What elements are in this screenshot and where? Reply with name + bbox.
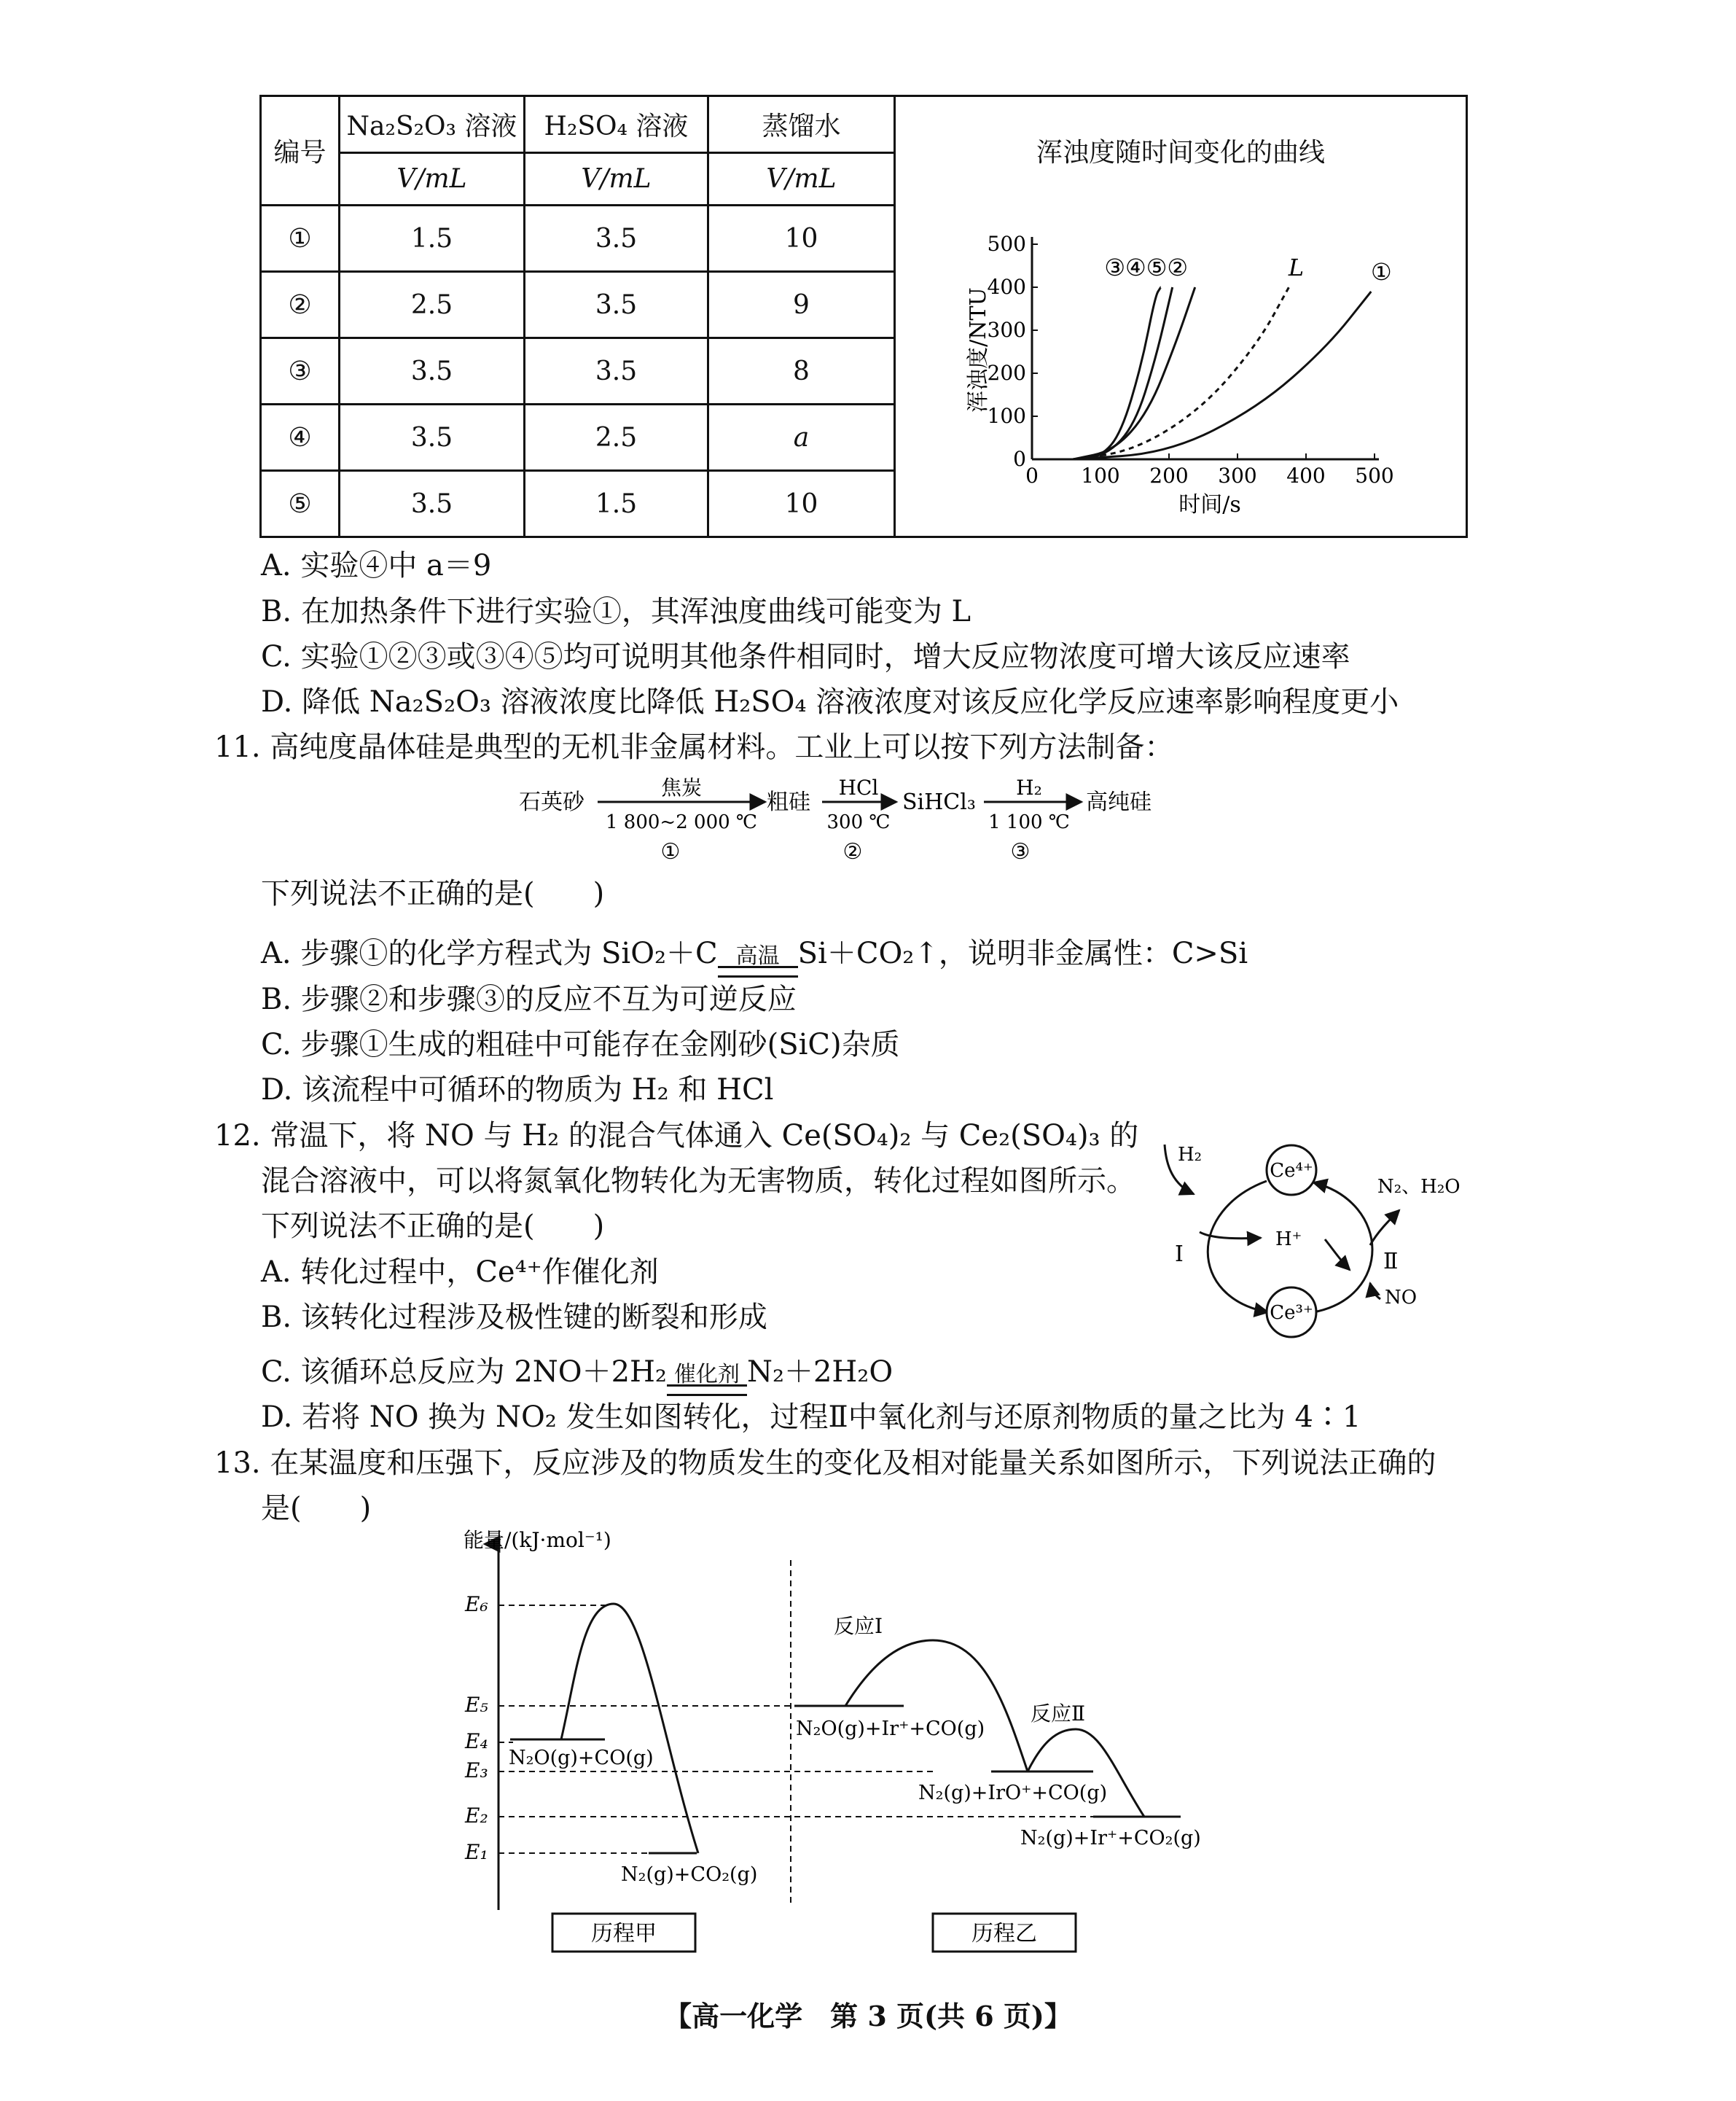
y-tick-label: 300 xyxy=(987,318,1026,342)
y-tick-label: 500 xyxy=(987,232,1026,256)
table-row: ⑤ 3.5 1.5 10 xyxy=(261,471,1467,537)
label-e1: E₁ xyxy=(465,1840,488,1864)
process-2-arc xyxy=(1313,1182,1372,1312)
q12-option-c: C. 该循环总反应为 2NO＋2H₂ 催化剂 N₂＋2H₂O xyxy=(261,1354,893,1396)
q13-stem-2: 是( ) xyxy=(261,1492,372,1525)
process-2-label: Ⅱ xyxy=(1383,1249,1399,1274)
x-tick-label: 200 xyxy=(1149,464,1189,488)
yi-reaction-2-label: 反应Ⅱ xyxy=(1031,1702,1086,1726)
q11-flow xyxy=(510,770,1203,872)
flow-r2-bot: 300 ℃ xyxy=(826,811,891,833)
no-label: NO xyxy=(1385,1287,1418,1309)
products-arrow xyxy=(1370,1210,1399,1245)
series-line-1 xyxy=(1073,287,1172,459)
products-label: N₂、H₂O xyxy=(1377,1176,1461,1198)
energy-axis-label: 能量/(kJ·mol⁻¹) xyxy=(464,1528,611,1552)
q10-option-d: D. 降低 Na₂S₂O₃ 溶液浓度比降低 H₂SO₄ 溶液浓度对该反应化学反应速率影响程度更小 xyxy=(261,685,1399,719)
turbidity-ylabel: 浑浊度/NTU xyxy=(966,287,991,413)
turbidity-series xyxy=(1073,254,1391,459)
x-tick-label: 0 xyxy=(1025,464,1039,488)
page-footer: 【高一化学 第 3 页(共 6 页)】 xyxy=(664,2000,1072,2032)
table-row: ② 2.5 3.5 9 xyxy=(261,272,1467,338)
turbidity-axes xyxy=(988,232,1394,488)
hplus-label: H⁺ xyxy=(1275,1228,1302,1250)
table-row: ④ 3.5 2.5 a xyxy=(261,405,1467,471)
hplus-consume-arrow xyxy=(1325,1239,1350,1270)
series-line-0 xyxy=(1073,287,1160,459)
q11-option-d: D. 该流程中可循环的物质为 H₂ 和 HCl xyxy=(261,1073,774,1107)
unit-1: V/mL xyxy=(340,153,525,206)
series-label-3: L xyxy=(1288,254,1305,281)
y-tick-label: 0 xyxy=(1013,447,1026,471)
label-e3: E₃ xyxy=(465,1758,488,1782)
header-h2so4: H₂SO₄ 溶液 xyxy=(525,96,708,153)
flow-r3-num: ③ xyxy=(1010,839,1031,865)
jia-curve xyxy=(561,1604,698,1853)
x-tick-label: 500 xyxy=(1355,464,1394,488)
flow-sihcl3: SiHCl₃ xyxy=(902,790,976,815)
header-water: 蒸馏水 xyxy=(708,96,895,153)
q11-option-b: B. 步骤②和步骤③的反应不互为可逆反应 xyxy=(261,983,797,1016)
turbidity-xlabel: 时间/s xyxy=(1178,492,1241,518)
x-tick-label: 100 xyxy=(1081,464,1120,488)
process-1-arc xyxy=(1208,1181,1268,1312)
process-1-label: Ⅰ xyxy=(1175,1242,1184,1267)
series-line-2 xyxy=(1073,287,1195,459)
yi-start-label: N₂O(g)+Ir⁺+CO(g) xyxy=(796,1718,985,1740)
jia-reactant-label: N₂O(g)+CO(g) xyxy=(509,1747,654,1769)
h2-label: H₂ xyxy=(1178,1144,1203,1166)
q12-option-a: A. 转化过程中，Ce⁴⁺作催化剂 xyxy=(261,1255,659,1289)
yi-end-label: N₂(g)+Ir⁺+CO₂(g) xyxy=(1020,1827,1201,1849)
condition-high-temp: 高温 xyxy=(718,946,798,978)
flow-r3-bot: 1 100 ℃ xyxy=(988,811,1070,833)
route-yi-label: 历程乙 xyxy=(971,1921,1037,1946)
flow-r3-top: H₂ xyxy=(1016,776,1042,800)
unit-3: V/mL xyxy=(708,153,895,206)
q12-option-b: B. 该转化过程涉及极性键的断裂和形成 xyxy=(261,1301,767,1334)
unit-2: V/mL xyxy=(525,153,708,206)
header-na2s2o3: Na₂S₂O₃ 溶液 xyxy=(340,96,525,153)
turbidity-chart xyxy=(947,211,1428,532)
label-e5: E₅ xyxy=(465,1693,488,1717)
table-row: ① 1.5 3.5 10 xyxy=(261,206,1467,272)
ce3-label: Ce³⁺ xyxy=(1270,1302,1313,1324)
series-label-4: ① xyxy=(1370,257,1392,286)
series-label-0: ③④⑤② xyxy=(1104,254,1189,281)
y-tick-label: 400 xyxy=(987,275,1026,299)
q11-option-c: C. 步骤①生成的粗硅中可能存在金刚砂(SiC)杂质 xyxy=(261,1028,900,1061)
ce-cycle-diagram xyxy=(1159,1115,1479,1341)
series-line-3 xyxy=(1073,287,1289,459)
q11-option-a: A. 步骤①的化学方程式为 SiO₂＋C 高温 Si＋CO₂↑，说明非金属性：C>Si xyxy=(261,936,1248,978)
route-jia-label: 历程甲 xyxy=(591,1921,657,1946)
yi-intermediate-label: N₂(g)+IrO⁺+CO(g) xyxy=(918,1782,1108,1804)
flow-r2-num: ② xyxy=(842,839,863,865)
flow-r1-num: ① xyxy=(660,839,681,865)
condition-catalyst: 催化剂 xyxy=(667,1364,747,1396)
energy-diagram xyxy=(452,1524,1239,1961)
flow-pure-si: 高纯硅 xyxy=(1086,790,1152,815)
q11-ask: 下列说法不正确的是( ) xyxy=(261,877,605,911)
y-tick-label: 100 xyxy=(987,404,1026,428)
x-tick-label: 400 xyxy=(1286,464,1326,488)
q10-option-c: C. 实验①②③或③④⑤均可说明其他条件相同时，增大反应物浓度可增大该反应速率 xyxy=(261,640,1350,674)
q13-stem-1: 13. 在某温度和压强下，反应涉及的物质发生的变化及相对能量关系如图所示，下列说法正确的 xyxy=(214,1446,1436,1480)
q12-option-d: D. 若将 NO 换为 NO₂ 发生如图转化，过程Ⅱ中氧化剂与还原剂物质的量之比为 4∶1 xyxy=(261,1400,1361,1434)
no-arrow xyxy=(1370,1283,1380,1299)
ce4-label: Ce⁴⁺ xyxy=(1270,1160,1313,1182)
flow-r1-bot: 1 800~2 000 ℃ xyxy=(606,811,757,833)
flow-quartz: 石英砂 xyxy=(519,790,584,815)
q11-stem: 11. 高纯度晶体硅是典型的无机非金属材料。工业上可以按下列方法制备： xyxy=(214,730,1174,764)
q10-option-a: A. 实验④中 a＝9 xyxy=(261,549,492,582)
jia-product-label: N₂(g)+CO₂(g) xyxy=(621,1863,758,1886)
yi-reaction-1-label: 反应Ⅰ xyxy=(834,1614,883,1638)
header-num: 编号 xyxy=(261,96,340,206)
q12-stem-1: 12. 常温下，将 NO 与 H₂ 的混合气体通入 Ce(SO₄)₂ 与 Ce₂(SO₄)₃ 的 xyxy=(214,1119,1139,1153)
label-e6: E₆ xyxy=(465,1592,488,1616)
flow-crude-si: 粗硅 xyxy=(767,790,810,815)
label-e4: E₄ xyxy=(465,1729,488,1753)
curve-title: 浑浊度随时间变化的曲线 xyxy=(1036,138,1325,168)
q12-ask: 下列说法不正确的是( ) xyxy=(261,1209,605,1243)
flow-r1-top: 焦炭 xyxy=(660,776,703,800)
label-e2: E₂ xyxy=(465,1804,488,1828)
q10-option-b: B. 在加热条件下进行实验①，其浑浊度曲线可能变为 L xyxy=(261,595,971,628)
x-tick-label: 300 xyxy=(1218,464,1257,488)
table-row: ③ 3.5 3.5 8 xyxy=(261,338,1467,405)
flow-r2-top: HCl xyxy=(838,776,879,800)
q12-stem-2: 混合溶液中，可以将氮氧化物转化为无害物质，转化过程如图所示。 xyxy=(261,1164,1135,1198)
y-tick-label: 200 xyxy=(987,361,1026,385)
